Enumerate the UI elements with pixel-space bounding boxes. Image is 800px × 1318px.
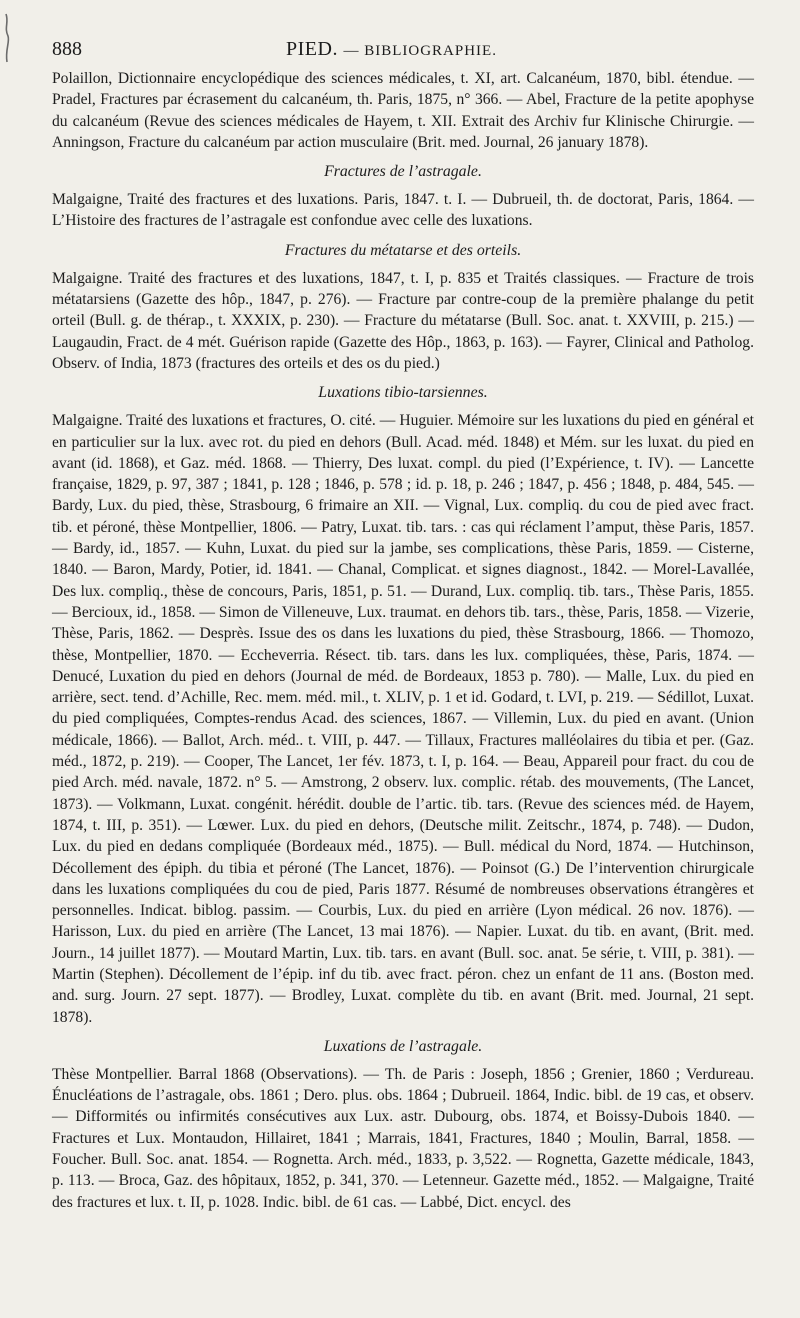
margin-ink-mark <box>0 10 14 70</box>
running-head-subtitle: — BIBLIOGRAPHIE. <box>343 43 497 59</box>
page-number: 888 <box>52 38 82 60</box>
intro-paragraph: Polaillon, Dictionnaire encyclopédique des sciences médicales, t. XI, art. Calcanéum, 1870, bibl. étendue. — Pradel, Fractures par écrasement du calcanéum, th. Paris, 1875, n° 366. — Abel, Fracture de la petite apophyse du calcanéum (Revue des sciences médicales de Hayem, t. XII. Extrait des Archiv fur Klinische Chirurgie. — Anningson, Fracture du calcanéum par action musculaire (Brit. med. Journal, 26 january 1878). <box>52 70 754 151</box>
page-body <box>52 68 754 1213</box>
section-heading-fractures-metatarse: Fractures du métatarse et des orteils. <box>284 241 522 259</box>
section-paragraph-luxations-tibio-tarsiennes: Malgaigne. Traité des luxations et fractures, O. cité. — Huguier. Mémoire sur les luxations du pied en général et en particulier sur la lux. avec rot. du pied en dehors (Bull. Acad. méd. 1848) et Mém. sur les luxat. du pied en avant (id. 1868), et Gaz. méd. 1868. — Thierry, Des luxat. compl. du pied (l’Expérience, t. IV). — Lancette française, 1829, p. 97, 387 ; 1841, p. 128 ; 1846, p. 578 ; id. p. 18, p. 246 ; 1847, p. 456 ; 1848, p. 484, 545. — Bardy, Lux. du pied, thèse, Strasbourg, 6 frimaire an XII. — Vignal, Lux. compliq. du cou de pied avec fract. tib. et péroné, thèse Montpellier, 1806. — Patry, Luxat. tib. tars. : cas qui réclament l’amput, thèse Paris, 1857. — Bardy, id., 1857. — Kuhn, Luxat. du pied sur la jambe, ses complications, thèse Paris, 1859. — Cisterne, 1840. — Baron, Mardy, Potier, id. 1841. — Chanal, Complicat. et signes diagnost., 1842. — Morel-Lavallée, Des lux. compliq., thèse de concours, Paris, 1851, p. 51. — Durand, Lux. compliq. tib. tars., Thèse Paris, 1855. — Bercioux, id., 1858. — Simon de Villeneuve, Lux. traumat. en dehors tib. tars., thèse, Paris, 1858. — Vizerie, Thèse, Paris, 1862. — Desprès. Issue des os dans les luxations du pied, thèse Strasbourg, 1866. — Thomozo, thèse, Montpellier, 1870. — Eccheverria. Résect. tib. tars. dans les lux. compliquées, thèse, Paris, 1874. — Denucé, Luxation du pied en dehors (Journal de méd. de Bordeaux, 1853 p. 780). — Malle, Lux. du pied en arrière, sect. tend. d’Achille, Rec. mem. méd. mil., t. XLIV, p. 1 et id. Godard, t. LVI, p. 219. — Sédillot, Luxat. du pied compliquées, Comptes-rendus Acad. des sciences, 1867. — Villemin, Lux. du pied en avant. (Union médicale, 1866). — Ballot, Arch. méd.. t. VIII, p. 447. — Tillaux, Fractures malléolaires du tibia et per. (Gaz. méd., 1872, p. 219). — Cooper, The Lancet, 1er fév. 1873, t. I, p. 164. — Beau, Appareil pour fract. du cou de pied Arch. méd. navale, 1872. n° 5. — Amstrong, 2 observ. lux. complic. rétab. des mouvements, (The Lancet, 1873). — Volkmann, Luxat. congénit. hérédit. double de l’artic. tib. tars. (Revue des sciences méd. de Hayem, 1874, t. III, p. 351). — Lœwer. Lux. du pied en dehors, (Deutsche milit. Zeitschr., 1874, p. 748). — Dudon, Lux. du pied en dedans compliquée (Bordeaux méd., 1875). — Bull. médical du Nord, 1874. — Hutchinson, Décollement des épiph. du tibia et péroné (The Lancet, 1876). — Poinsot (G.) De l’intervention chirurgicale dans les luxations compliquées du cou de pied, Paris 1877. Résumé de nombreuses observations étrangères et personnelles. Indicat. biblog. passim. — Courbis, Lux. du pied en arrière (Lyon médical. 26 nov. 1876). — Harisson, Lux. du pied en arrière (The Lancet, 13 mai 1876). — Napier. Luxat. du tib. en avant, (Brit. med. Journ., 14 juillet 1877). — Moutard Martin, Lux. tib. tars. en avant (Bull. soc. anat. 5e série, t. VIII, p. 381). — Martin (Stephen). Décollement de l’épip. inf du tib. avec fract. péron. chez un enfant de 11 ans. (Boston med. and. surg. Journ. 27 sept. 1877). — Brodley, Luxat. complète du tib. en avant (Brit. med. Journal, 21 sept. 1878). <box>52 412 754 1026</box>
section-heading-fractures-astragale: Fractures de l’astragale. <box>324 163 482 181</box>
running-head <box>286 38 497 61</box>
section-paragraph-fractures-astragale: Malgaigne, Traité des fractures et des luxations. Paris, 1847. t. I. — Dubrueil, th. de doctorat, Paris, 1864. — L’Histoire des fractures de l’astragale est confondue avec celle des luxations. <box>52 191 754 230</box>
section-heading-luxations-tibio-tarsiennes: Luxations tibio-tarsiennes. <box>318 384 488 402</box>
section-paragraph-fractures-metatarse: Malgaigne. Traité des fractures et des luxations, 1847, t. I, p. 835 et Traités classiques. — Fracture de trois métatarsiens (Gazette des hôp., 1847, p. 276). — Fracture par contre-coup de la première phalange du petit orteil (Bull. g. de thérap., t. XXXIX, p. 230). — Fracture du métatarse (Bull. Soc. anat. t. XXVIII, p. 215.) — Laugaudin, Fract. de 4 mét. Guérison rapide (Gazette des Hôp., 1863, p. 163). — Fayrer, Clinical and Patholog. Observ. of India, 1873 (fractures des orteils et des os du pied.) <box>52 269 754 372</box>
section-paragraph-luxations-astragale: Thèse Montpellier. Barral 1868 (Observations). — Th. de Paris : Joseph, 1856 ; Grenier, 1860 ; Verdureau. Énucléations de l’astragale, obs. 1861 ; Dero. plus. obs. 1864 ; Dubrueil. 1864, Indic. bibl. de 19 cas, et observ. — Difformités ou infirmités consécutives aux Lux. astr. Dubourg, obs. 1874, et Boissy-Dubois 1840. — Fractures et Lux. Montaudon, Hillairet, 1841 ; Marrais, 1841, Fractures, 1840 ; Moulin, Barral, 1858. — Foucher. Bull. Soc. anat. 1854. — Rognetta. Arch. méd., 1833, p. 3,522. — Rognetta, Gazette médicale, 1843, p. 113. — Broca, Gaz. des hôpitaux, 1852, p. 341, 370. — Letenneur. Gazette méd., 1852. — Malgaigne, Traité des fractures et lux. t. II, p. 1028. Indic. bibl. de 61 cas. — Labbé, Dict. encycl. des <box>52 1065 754 1211</box>
running-head-title: PIED. <box>286 38 338 60</box>
section-heading-luxations-astragale: Luxations de l’astragale. <box>323 1037 483 1055</box>
